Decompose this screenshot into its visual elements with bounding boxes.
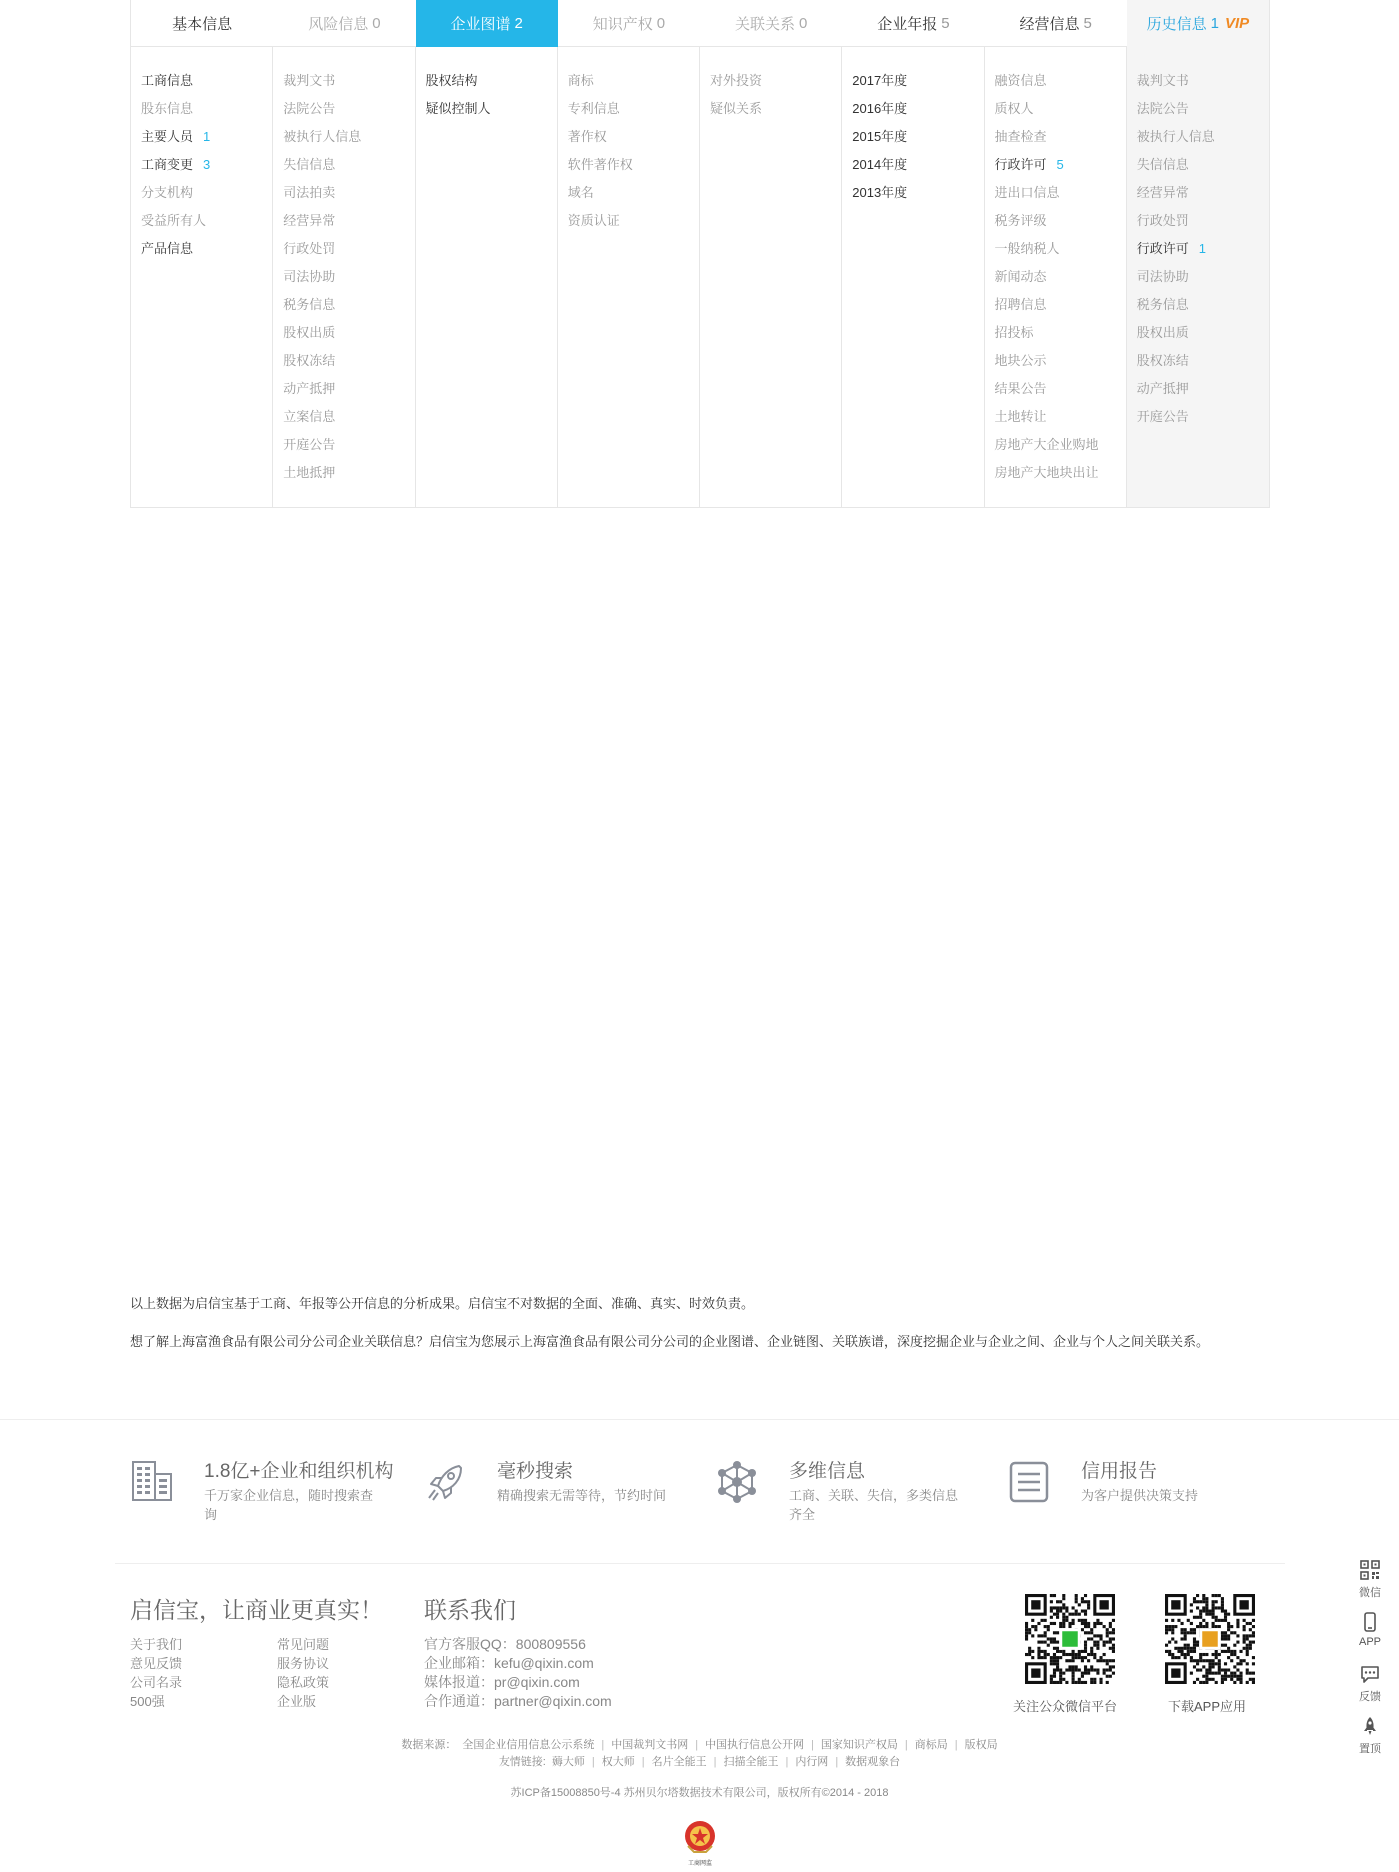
menu-item-label: 行政许可: [1136, 241, 1189, 256]
menu-item-count: 5: [1056, 157, 1064, 172]
tab-label: 知识产权: [592, 16, 653, 33]
vip-badge: VIP: [1224, 15, 1250, 32]
tab-risk-info[interactable]: [273, 0, 415, 47]
menu-item[interactable]: [416, 95, 557, 123]
related-info-text: 想了解上海富渔食品有限公司分公司企业关联信息？启信宝为您展示上海富渔食品有限公司分公司的企业图谱、企业链图、关联族谱，深度挖掘企业与企业之间、企业与个人之间关联关系。: [130, 1334, 1210, 1349]
menu-column: [700, 47, 842, 507]
menu-item[interactable]: [131, 123, 272, 151]
menu-item[interactable]: [558, 123, 699, 151]
menu-item[interactable]: [985, 459, 1126, 487]
menu-item-label: 2016年度: [852, 101, 908, 116]
feature-desc: 精确搜索无需等待，节约时间: [497, 1488, 667, 1503]
menu-item-label: 经营异常: [283, 213, 336, 228]
feature-title: 信用报告: [1081, 1461, 1158, 1482]
menu-item[interactable]: [1127, 263, 1269, 291]
menu-item-label: 股权冻结: [283, 353, 336, 368]
menu-item-label: 税务信息: [283, 297, 336, 312]
menu-item[interactable]: [1127, 291, 1269, 319]
menu-item-label: 裁判文书: [283, 73, 336, 88]
menu-item[interactable]: [842, 179, 983, 207]
contact-media[interactable]: 媒体报道：pr@qixin.com: [424, 1674, 580, 1690]
menu-item[interactable]: [273, 403, 414, 431]
tab-label: 基本信息: [172, 16, 233, 33]
menu-item-label: 进出口信息: [994, 185, 1060, 200]
feature-enterprises: [130, 1460, 394, 1524]
menu-item[interactable]: [700, 95, 841, 123]
footer-link[interactable]: 中国裁判文书网: [611, 1739, 689, 1751]
menu-item-label: 融资信息: [994, 73, 1047, 88]
footer-link[interactable]: 国家知识产权局: [820, 1739, 898, 1751]
feature-desc: 工商、关联、失信，多类信息 齐全: [789, 1488, 959, 1522]
link-enterprise[interactable]: 企业版: [277, 1694, 317, 1709]
menu-item[interactable]: [131, 67, 272, 95]
menu-item-label: 著作权: [567, 129, 607, 144]
feature-title: 多维信息: [789, 1461, 866, 1482]
menu-item-label: 资质认证: [567, 213, 620, 228]
menu-item[interactable]: [985, 431, 1126, 459]
menu-item[interactable]: [273, 235, 414, 263]
menu-item-count: 1: [203, 129, 211, 144]
sidebar-app[interactable]: [1352, 1612, 1388, 1664]
separator: |: [904, 1739, 908, 1751]
footer-links-col1: [130, 1635, 182, 1711]
menu-item[interactable]: [273, 263, 414, 291]
sidebar-feedback[interactable]: [1352, 1664, 1388, 1716]
contact-list: [424, 1635, 612, 1711]
menu-item-label: 司法拍卖: [283, 185, 336, 200]
feedback-icon: [1360, 1664, 1380, 1684]
footer-link[interactable]: 商标局: [914, 1739, 948, 1751]
menu-item[interactable]: [416, 67, 557, 95]
menu-item[interactable]: [273, 207, 414, 235]
icp-copyright: 苏ICP备15008850号-4 苏州贝尔塔数据技术有限公司，版权所有©2014 - 2018: [510, 1787, 889, 1799]
menu-item[interactable]: [700, 67, 841, 95]
menu-item-label: 2013年度: [852, 185, 908, 200]
menu-item[interactable]: [558, 207, 699, 235]
link-top500[interactable]: 500强: [130, 1694, 165, 1709]
menu-item[interactable]: [985, 235, 1126, 263]
menu-item-label: 一般纳税人: [994, 241, 1060, 256]
menu-item-label: 2014年度: [852, 157, 908, 172]
menu-column: [842, 47, 984, 507]
contact-partner[interactable]: 合作通道：partner@qixin.com: [424, 1693, 612, 1709]
data-sources: [0, 1736, 1399, 1752]
wechat-qr-code: [1025, 1594, 1115, 1684]
menu-item-label: 股权出质: [283, 325, 336, 340]
feature-title: 毫秒搜索: [497, 1461, 574, 1482]
tab-label: 关联关系: [734, 16, 795, 33]
separator: |: [954, 1739, 958, 1751]
menu-item[interactable]: [558, 67, 699, 95]
menu-item-label: 房地产大企业购地: [994, 437, 1099, 452]
menu-item[interactable]: [131, 207, 272, 235]
rocket-top-icon: [1360, 1716, 1380, 1736]
menu-column: [131, 47, 273, 507]
menu-item-label: 股权出质: [1136, 325, 1189, 340]
feature-credit-report: [1007, 1460, 1198, 1505]
menu-item[interactable]: [131, 151, 272, 179]
menu-item-label: 司法协助: [283, 269, 336, 284]
menu-item[interactable]: [1127, 403, 1269, 431]
network-icon: [715, 1460, 759, 1504]
footer-link[interactable]: 数据观象台: [845, 1756, 901, 1768]
menu-item[interactable]: [842, 151, 983, 179]
menu-item[interactable]: [273, 459, 414, 487]
category-menu: [130, 0, 1270, 508]
menu-item[interactable]: [985, 403, 1126, 431]
menu-item-label: 失信信息: [1136, 157, 1189, 172]
menu-item[interactable]: [1127, 207, 1269, 235]
menu-item[interactable]: [1127, 375, 1269, 403]
menu-item-label: 法院公告: [283, 101, 336, 116]
tab-basic-info[interactable]: [131, 0, 273, 47]
menu-item[interactable]: [842, 95, 983, 123]
menu-item-label: 工商信息: [141, 73, 194, 88]
separator: |: [641, 1756, 645, 1768]
menu-item[interactable]: [985, 95, 1126, 123]
menu-item-label: 分支机构: [141, 185, 194, 200]
separator: |: [835, 1756, 839, 1768]
footer-link[interactable]: 中国执行信息公开网: [705, 1739, 805, 1751]
separator: |: [785, 1756, 789, 1768]
menu-item-label: 股东信息: [141, 101, 194, 116]
divider: [115, 1563, 1285, 1564]
footer-link[interactable]: 薅大师: [551, 1756, 585, 1768]
menu-item[interactable]: [985, 179, 1126, 207]
contact-email[interactable]: 企业邮箱：kefu@qixin.com: [424, 1655, 594, 1671]
menu-item[interactable]: [985, 67, 1126, 95]
menu-item-label: 房地产大地块出让: [994, 465, 1099, 480]
menu-item[interactable]: [558, 95, 699, 123]
menu-item-label: 疑似关系: [710, 101, 763, 116]
sidebar-label: 置顶: [1359, 1743, 1381, 1755]
tab-annual-report[interactable]: [842, 0, 984, 47]
footer-link[interactable]: 扫描全能王: [723, 1756, 779, 1768]
tab-count: 0: [372, 15, 381, 32]
tab-label: 企业年报: [877, 16, 938, 33]
menu-item[interactable]: [131, 235, 272, 263]
menu-item-label: 行政处罚: [283, 241, 336, 256]
menu-item-label: 法院公告: [1136, 101, 1189, 116]
menu-item-count: 3: [203, 157, 211, 172]
menu-item-label: 地块公示: [994, 353, 1047, 368]
menu-item[interactable]: [842, 67, 983, 95]
menu-item-label: 股权结构: [425, 73, 478, 88]
menu-item-label: 软件著作权: [567, 157, 633, 172]
friend-links: [0, 1753, 1399, 1769]
sidebar-label: 微信: [1359, 1587, 1381, 1599]
menu-item-label: 疑似控制人: [425, 101, 491, 116]
phone-icon: [1360, 1612, 1380, 1632]
menu-item-label: 受益所有人: [141, 213, 207, 228]
menu-item-label: 动产抵押: [283, 381, 336, 396]
menu-item[interactable]: [1127, 347, 1269, 375]
menu-item-label: 股权冻结: [1136, 353, 1189, 368]
footer-link[interactable]: 名片全能王: [651, 1756, 707, 1768]
menu-item[interactable]: [273, 291, 414, 319]
menu-item-label: 2017年度: [852, 73, 908, 88]
tab-count: 0: [656, 15, 666, 32]
menu-item-label: 对外投资: [710, 73, 763, 88]
contact-title: 联系我们: [424, 1597, 516, 1623]
row-label: 数据来源：: [401, 1739, 457, 1751]
menu-column: [273, 47, 415, 507]
qrcode-icon: [1360, 1560, 1380, 1580]
menu-item-label: 行政许可: [994, 157, 1047, 172]
menu-item-label: 开庭公告: [283, 437, 336, 452]
contact-qq: 官方客服QQ：800809556: [424, 1636, 586, 1652]
gov-badge-icon[interactable]: [680, 1818, 720, 1868]
separator: |: [591, 1756, 595, 1768]
separator: |: [695, 1739, 699, 1751]
tab-label: 企业图谱: [450, 16, 511, 33]
menu-item-label: 2015年度: [852, 129, 908, 144]
app-qr-code: [1165, 1594, 1255, 1684]
menu-item-label: 产品信息: [141, 241, 194, 256]
menu-item-label: 质权人: [994, 101, 1034, 116]
menu-item[interactable]: [1127, 179, 1269, 207]
tab-count: 1: [1210, 15, 1219, 32]
menu-item-label: 动产抵押: [1136, 381, 1189, 396]
menu-item-label: 失信信息: [283, 157, 336, 172]
tab-bar: [131, 0, 1269, 47]
building-icon: [130, 1460, 174, 1504]
menu-item-label: 开庭公告: [1136, 409, 1189, 424]
menu-item[interactable]: [985, 123, 1126, 151]
menu-item[interactable]: [131, 95, 272, 123]
menu-item[interactable]: [1127, 67, 1269, 95]
menu-item-label: 税务信息: [1136, 297, 1189, 312]
menu-item[interactable]: [1127, 319, 1269, 347]
menu-item-label: 行政处罚: [1136, 213, 1189, 228]
separator: |: [811, 1739, 814, 1751]
menu-item[interactable]: [1127, 235, 1269, 263]
link-faq[interactable]: 常见问题: [277, 1637, 330, 1652]
separator: |: [601, 1739, 605, 1751]
menu-item[interactable]: [273, 347, 414, 375]
menu-item[interactable]: [842, 123, 983, 151]
menu-item-label: 被执行人信息: [1136, 129, 1215, 144]
menu-item[interactable]: [985, 347, 1126, 375]
footer-link[interactable]: 版权局: [964, 1739, 998, 1751]
menu-item[interactable]: [273, 151, 414, 179]
menu-item-label: 结果公告: [994, 381, 1047, 396]
wechat-qr-caption: 关注公众微信平台: [1013, 1699, 1118, 1714]
menu-item[interactable]: [985, 263, 1126, 291]
menu-item[interactable]: [558, 179, 699, 207]
menu-item[interactable]: [1127, 123, 1269, 151]
tab-ip[interactable]: [558, 0, 700, 47]
menu-item-label: 被执行人信息: [283, 129, 362, 144]
menu-item-label: 抽查检查: [994, 129, 1047, 144]
row-label: 友情链接:: [498, 1756, 546, 1768]
svg-text:工商网监: 工商网监: [687, 1860, 713, 1867]
menu-item[interactable]: [985, 207, 1126, 235]
feature-title: 1.8亿+企业和组织机构: [204, 1461, 394, 1482]
tab-label: 历史信息: [1146, 16, 1207, 33]
menu-item[interactable]: [558, 151, 699, 179]
menu-item-label: 司法协助: [1136, 269, 1189, 284]
menu-item[interactable]: [273, 95, 414, 123]
link-company-directory[interactable]: 公司名录: [130, 1675, 183, 1690]
menu-item-label: 域名: [567, 185, 594, 200]
tab-label: 经营信息: [1019, 16, 1080, 33]
divider: [0, 1419, 1399, 1420]
menu-item-label: 土地抵押: [283, 465, 336, 480]
menu-columns: [131, 47, 1269, 507]
menu-item[interactable]: [273, 123, 414, 151]
sidebar-back-to-top[interactable]: [1352, 1716, 1388, 1768]
menu-item-label: 立案信息: [283, 409, 336, 424]
separator: |: [713, 1756, 717, 1768]
app-qr-caption: 下载APP应用: [1168, 1699, 1247, 1714]
menu-item[interactable]: [1127, 151, 1269, 179]
tab-history-info[interactable]: [1127, 0, 1269, 47]
tab-label: 风险信息: [308, 16, 369, 33]
footer-link[interactable]: 全国企业信用信息公示系统: [462, 1739, 595, 1751]
sidebar-label: APP: [1358, 1636, 1381, 1648]
menu-item-label: 税务评级: [994, 213, 1047, 228]
link-about[interactable]: 关于我们: [130, 1637, 183, 1652]
menu-item-count: 1: [1198, 241, 1206, 256]
footer-links-col2: [277, 1635, 329, 1711]
report-icon: [1007, 1460, 1051, 1504]
tab-count: 2: [514, 15, 523, 32]
menu-item-label: 新闻动态: [994, 269, 1047, 284]
menu-item-label: 工商变更: [141, 157, 194, 172]
feature-desc: 千万家企业信息，随时搜索查 询: [204, 1488, 374, 1522]
menu-column: [558, 47, 700, 507]
menu-item[interactable]: [985, 375, 1126, 403]
menu-item-label: 土地转让: [994, 409, 1047, 424]
menu-item[interactable]: [273, 375, 414, 403]
menu-item-label: 经营异常: [1136, 185, 1189, 200]
menu-item[interactable]: [273, 67, 414, 95]
menu-item-label: 招投标: [994, 325, 1034, 340]
link-feedback[interactable]: 意见反馈: [130, 1656, 183, 1671]
disclaimer-text: 以上数据为启信宝基于工商、年报等公开信息的分析成果。启信宝不对数据的全面、准确、真实、时效负责。: [130, 1296, 755, 1311]
tab-count: 0: [798, 15, 808, 32]
menu-item-label: 主要人员: [141, 129, 194, 144]
menu-item[interactable]: [131, 179, 272, 207]
menu-item[interactable]: [985, 151, 1126, 179]
menu-item[interactable]: [985, 319, 1126, 347]
menu-item[interactable]: [273, 319, 414, 347]
link-service-agreement[interactable]: 服务协议: [277, 1656, 330, 1671]
tab-count: 5: [1083, 15, 1092, 32]
menu-item-label: 专利信息: [567, 101, 620, 116]
tab-relations[interactable]: [700, 0, 842, 47]
menu-column: [985, 47, 1127, 507]
tab-count: 5: [941, 15, 950, 32]
menu-item-label: 商标: [567, 73, 594, 88]
tab-operation-info[interactable]: [985, 0, 1127, 47]
sidebar-wechat[interactable]: [1352, 1560, 1388, 1612]
menu-item-label: 裁判文书: [1136, 73, 1189, 88]
link-privacy[interactable]: 隐私政策: [277, 1675, 330, 1690]
feature-multi-info: [715, 1460, 958, 1524]
feature-fast-search: [423, 1460, 666, 1505]
sidebar-label: 反馈: [1359, 1691, 1381, 1703]
rocket-icon: [423, 1460, 467, 1504]
footer-link[interactable]: 内行网: [795, 1756, 829, 1768]
menu-item-label: 招聘信息: [994, 297, 1047, 312]
menu-item[interactable]: [273, 431, 414, 459]
footer-link[interactable]: 权大师: [601, 1756, 635, 1768]
menu-item[interactable]: [985, 291, 1126, 319]
tab-enterprise-graph[interactable]: [416, 0, 558, 47]
feature-desc: 为客户提供决策支持: [1081, 1488, 1199, 1503]
footer-slogan: 启信宝，让商业更真实！: [130, 1597, 383, 1623]
menu-column: [416, 47, 558, 507]
menu-item[interactable]: [273, 179, 414, 207]
menu-item[interactable]: [1127, 95, 1269, 123]
menu-column: [1127, 47, 1269, 507]
right-float-bar: [1352, 1560, 1388, 1768]
